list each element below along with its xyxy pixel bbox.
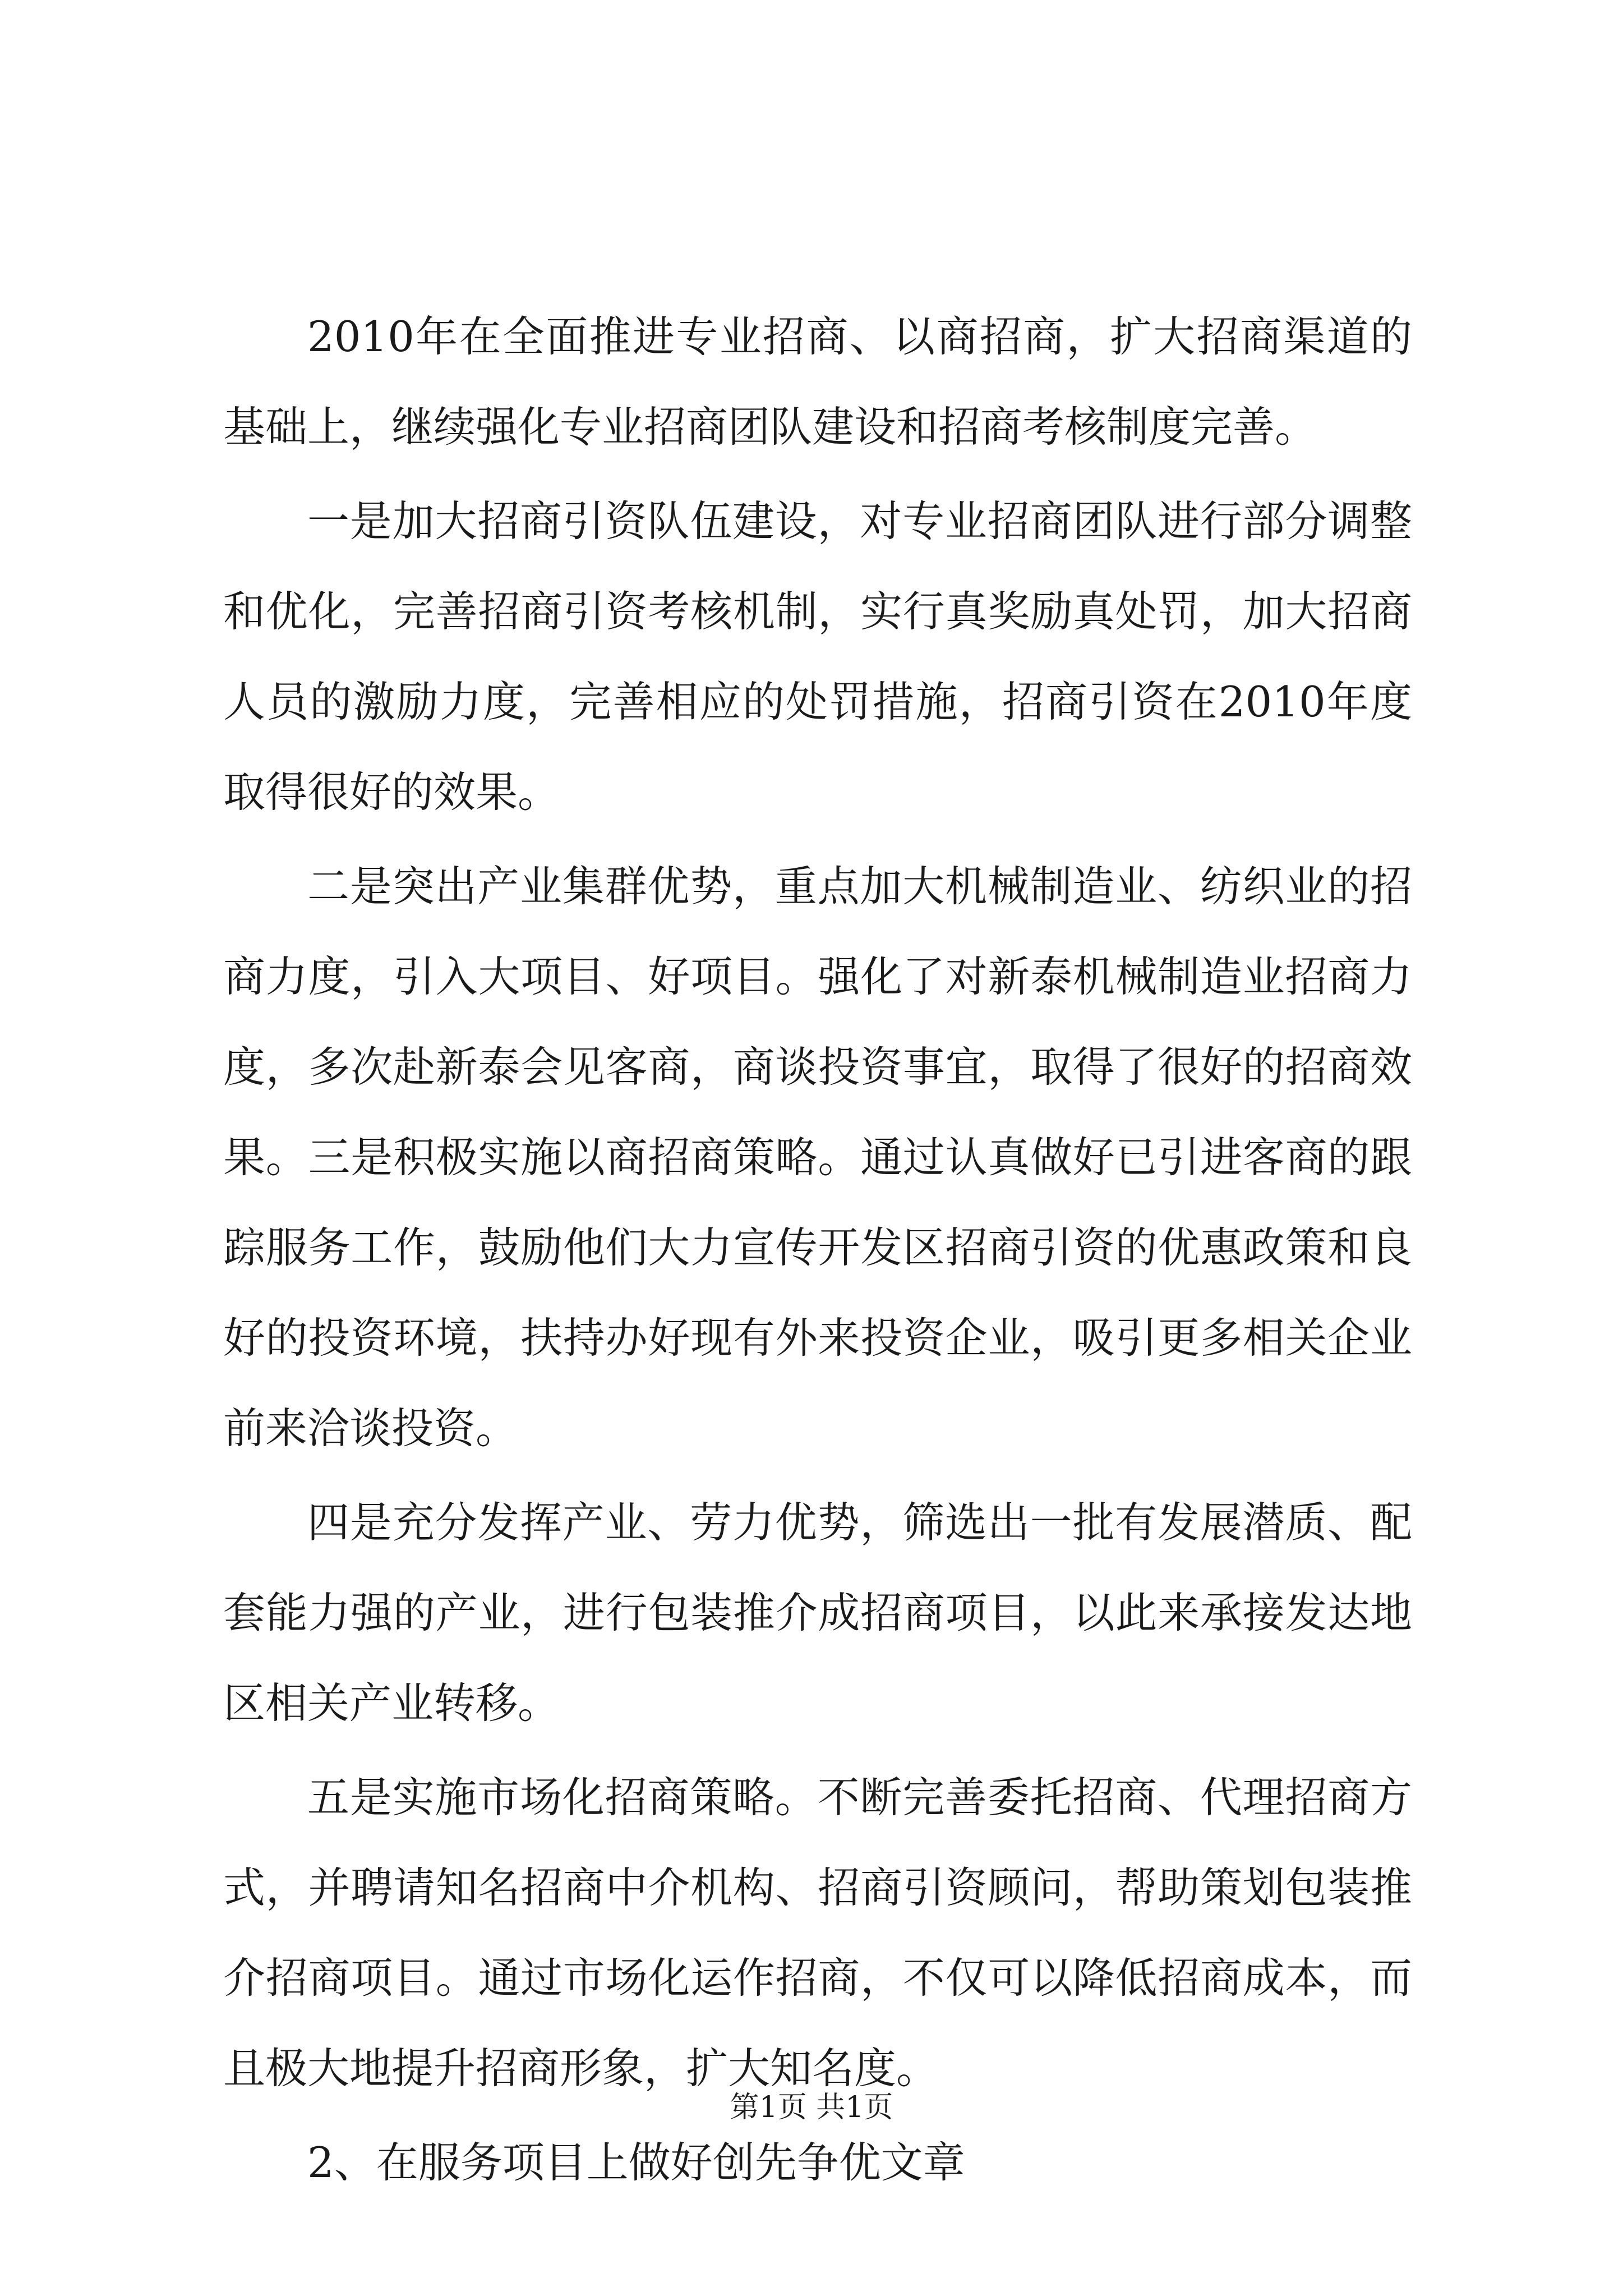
paragraph-point-two-three: 二是突出产业集群优势，重点加大机械制造业、纺织业的招商力度，引入大项目、好项目。强化了对新泰机械制造业招商力度，多次赴新泰会见客商，商谈投资事宜，取得了很好的招商效果。三是积极实施以商招商策略。通过认真做好已引进客商的跟踪服务工作，鼓励他们大力宣传开发区招商引资的优惠政策和良好的投资环境，扶持办好现有外来投资企业，吸引更多相关企业前来洽谈投资。 [223, 862, 1412, 1453]
page-number-footer: 第1页 共1页 [730, 2091, 893, 2124]
paragraph-point-five: 五是实施市场化招商策略。不断完善委托招商、代理招商方式，并聘请知名招商中介机构、招商引资顾问，帮助策划包装推介招商项目。通过市场化运作招商，不仅可以降低招商成本，而且极大地提升招商形象，扩大知名度。 [223, 1773, 1412, 2093]
paragraph-intro: 2010年在全面推进专业招商、以商招商，扩大招商渠道的基础上，继续强化专业招商团队建设和招商考核制度完善。 [223, 312, 1412, 452]
paragraph-section-heading: 2、在服务项目上做好创先争优文章 [307, 2138, 965, 2187]
paragraph-point-four: 四是充分发挥产业、劳力优势，筛选出一批有发展潜质、配套能力强的产业，进行包装推介成招商项目，以此来承接发达地区相关产业转移。 [223, 1498, 1412, 1728]
paragraph-point-one: 一是加大招商引资队伍建设，对专业招商团队进行部分调整和优化，完善招商引资考核机制，实行真奖励真处罚，加大招商人员的激励力度，完善相应的处罚措施，招商引资在2010年度取得很好的效果。 [223, 496, 1412, 817]
document-body [223, 292, 1412, 2212]
